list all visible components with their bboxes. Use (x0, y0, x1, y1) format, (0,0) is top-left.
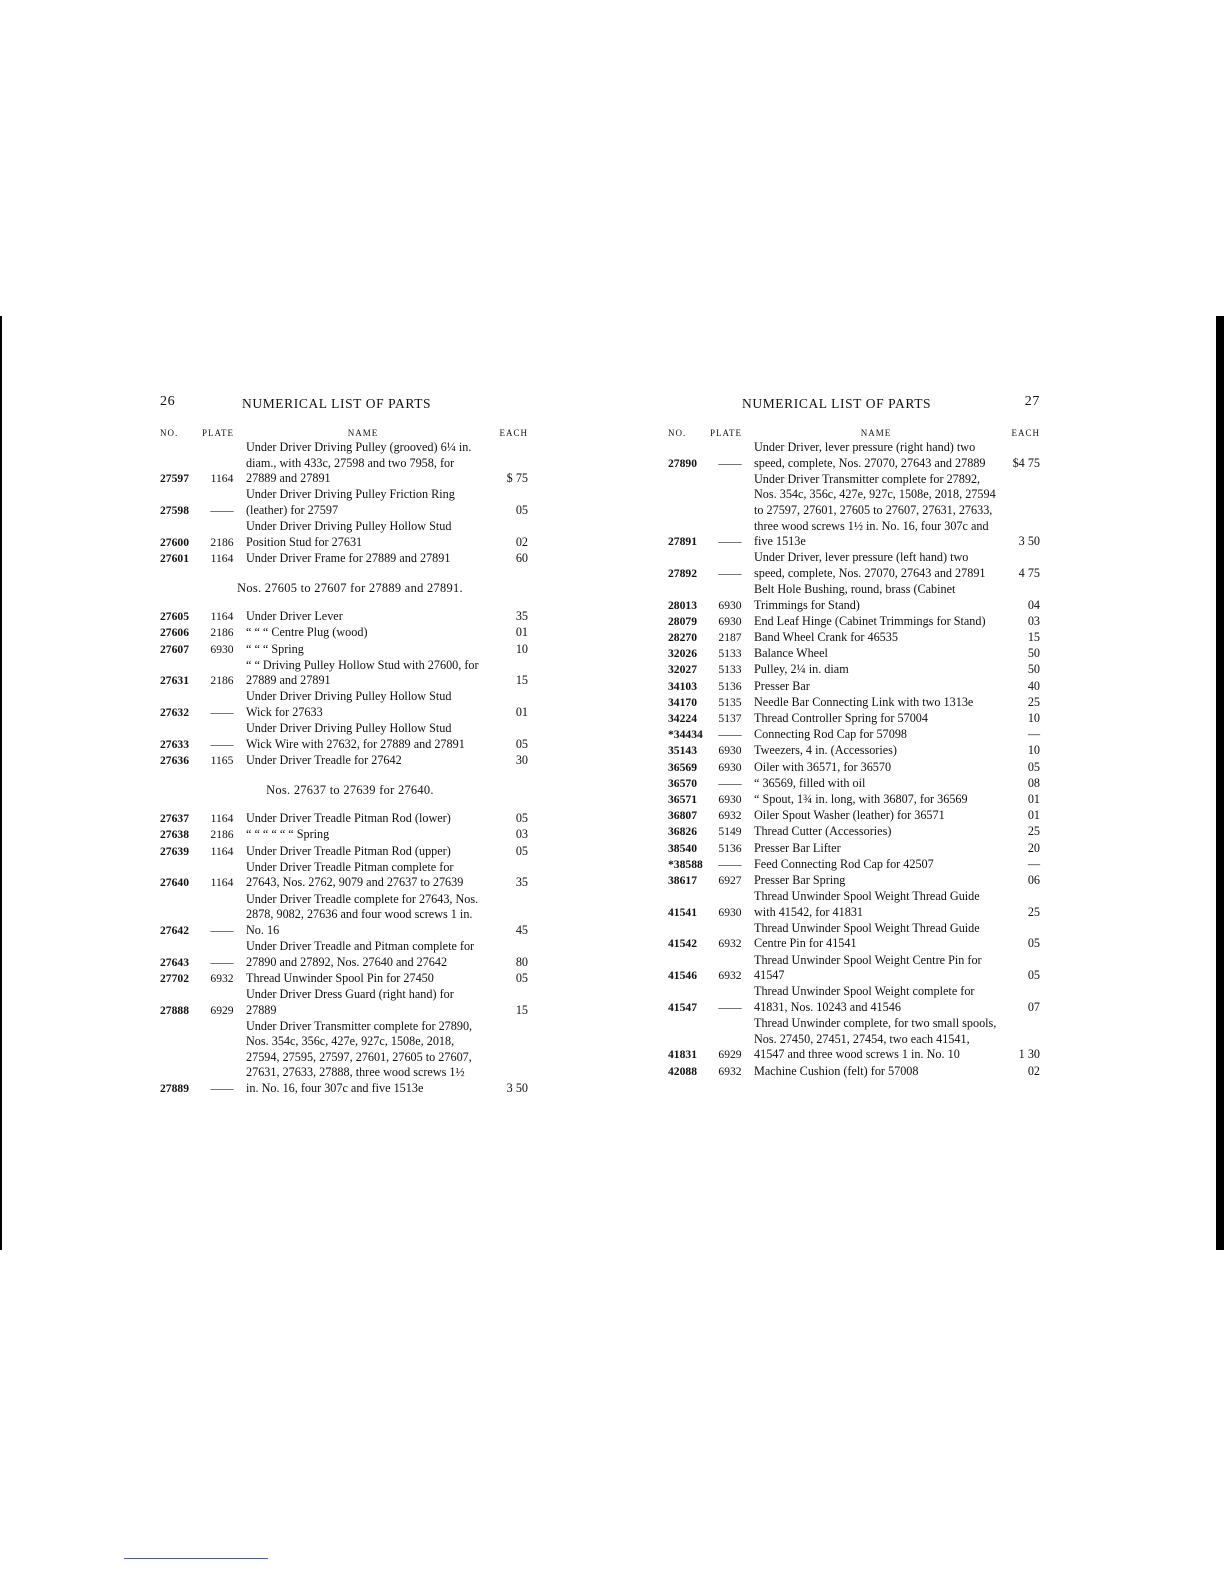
part-name: Under Driver Treadle Pitman Rod (upper) (246, 843, 451, 858)
price: 03 (515, 827, 528, 842)
price: 15 (515, 673, 528, 688)
part-number: 28270 (668, 631, 697, 645)
part-row (160, 487, 540, 518)
part-number: 27633 (160, 737, 189, 751)
part-row (160, 753, 540, 769)
part-name: Under Driver Driving Pulley Hollow Stud Position Stud for 27631 (246, 519, 452, 549)
part-name: Under Driver Treadle Pitman complete for 27643, Nos. 2762, 9079 and 27637 to 27639 (246, 859, 464, 890)
part-name: Belt Hole Bushing, round, brass (Cabinet Trimmings for Stand) (754, 582, 956, 612)
part-number: 27892 (668, 566, 697, 580)
part-row (668, 472, 1040, 550)
price: 1 30 (1018, 1047, 1040, 1062)
part-name: Oiler with 36571, for 36570 (754, 759, 892, 774)
plate-number: —— (718, 857, 742, 871)
scan-edge-left (0, 316, 2, 1250)
price: 25 (1027, 694, 1040, 709)
part-name: “ “ “ “ “ “ Spring (246, 827, 330, 842)
header-each: EACH (1011, 428, 1040, 438)
price: 10 (1027, 711, 1040, 726)
part-number: 36570 (668, 776, 697, 790)
page-header (668, 390, 1040, 426)
part-row (668, 646, 1040, 662)
part-row (160, 551, 540, 567)
part-row (160, 892, 540, 939)
part-row (160, 625, 540, 641)
price: 05 (515, 843, 528, 858)
price: 03 (1027, 613, 1040, 628)
plate-number: 2186 (210, 828, 234, 842)
part-row (160, 811, 540, 827)
plate-number: 5135 (718, 695, 742, 709)
price: 05 (1027, 759, 1040, 774)
part-row (668, 1016, 1040, 1063)
part-number: 27891 (668, 535, 697, 549)
part-number: 32026 (668, 647, 697, 661)
part-row (668, 824, 1040, 840)
plate-number: 6932 (718, 1064, 742, 1078)
part-name: Under Driver Driving Pulley (grooved) 6¼ in. diam., with 433c, 27598 and two 7958, for 27889 and 27891 (246, 440, 472, 486)
part-row (668, 776, 1040, 792)
part-number: 27606 (160, 626, 189, 640)
part-number: 27640 (160, 876, 189, 890)
plate-number: 2186 (210, 535, 234, 549)
part-row (160, 827, 540, 843)
part-name: Under Driver Transmitter complete for 27892, Nos. 354c, 356c, 427e, 927c, 1508e, 2018, 27594 to 27597, 27601, 27605 to 27607, 27631, 27633, three wood screws 1½ in. No. 16, four 307c and five 1513e (754, 471, 996, 549)
part-row (160, 1019, 540, 1097)
price: $ 75 (506, 471, 528, 486)
price: 10 (515, 641, 528, 656)
price: 10 (1027, 743, 1040, 758)
part-name: Feed Connecting Rod Cap for 42507 (754, 856, 934, 871)
price: 01 (1027, 808, 1040, 823)
part-number: 42088 (668, 1064, 697, 1078)
part-number: 28013 (668, 598, 697, 612)
plate-number: 1164 (210, 610, 234, 624)
part-name: Thread Controller Spring for 57004 (754, 711, 928, 726)
part-row (668, 662, 1040, 678)
part-row (160, 609, 540, 625)
part-row (668, 953, 1040, 984)
price: 02 (1027, 1063, 1040, 1078)
price: 30 (515, 753, 528, 768)
part-name: “ Spout, 1¾ in. long, with 36807, for 36569 (754, 791, 968, 806)
price: 01 (515, 625, 528, 640)
price: 01 (1027, 791, 1040, 806)
plate-number: 6930 (718, 598, 742, 612)
part-name: Thread Unwinder Spool Weight Thread Guide with 41542, for 41831 (754, 889, 980, 919)
price: 01 (515, 705, 528, 720)
part-row (160, 939, 540, 970)
plate-number: 5133 (718, 663, 742, 677)
plate-number: 5136 (718, 679, 742, 693)
plate-number: 1164 (210, 812, 234, 826)
price: 60 (515, 550, 528, 565)
page-left (160, 390, 540, 1097)
section-heading: Nos. 27605 to 27607 for 27889 and 27891. (237, 580, 463, 595)
part-row (160, 860, 540, 891)
price: 50 (1027, 646, 1040, 661)
part-name: Tweezers, 4 in. (Accessories) (754, 743, 897, 758)
part-number: 34170 (668, 695, 697, 709)
header-name: NAME (860, 428, 892, 438)
part-row (160, 987, 540, 1018)
part-name: Thread Cutter (Accessories) (754, 824, 892, 839)
header-name: NAME (347, 428, 379, 438)
part-name: Thread Unwinder Spool Weight complete for 41831, Nos. 10243 and 41546 (754, 984, 975, 1015)
part-number: 27607 (160, 642, 189, 656)
plate-number: 2186 (210, 626, 234, 640)
part-number: 27642 (160, 923, 189, 937)
parts-list (160, 440, 540, 1097)
part-number: 41831 (668, 1048, 697, 1062)
part-number: 27598 (160, 503, 189, 517)
part-name: Presser Bar (754, 678, 810, 693)
column-headers (160, 426, 540, 440)
part-name: Pulley, 2¼ in. diam (754, 662, 849, 677)
plate-number: 6932 (718, 969, 742, 983)
page-right (668, 390, 1040, 1080)
part-row (160, 721, 540, 752)
page-title: NUMERICAL LIST OF PARTS (242, 396, 432, 411)
part-number: 41547 (668, 1001, 697, 1015)
part-number: 41546 (668, 969, 697, 983)
part-number: 27631 (160, 674, 189, 688)
part-row (668, 614, 1040, 630)
part-row (668, 440, 1040, 471)
page-header (160, 390, 540, 426)
part-name: Under Driver Driving Pulley Hollow Stud Wick for 27633 (246, 689, 452, 720)
price: 25 (1027, 824, 1040, 839)
plate-number: 6930 (718, 792, 742, 806)
part-row (160, 440, 540, 487)
plate-number: —— (718, 456, 742, 470)
price: 15 (1027, 630, 1040, 645)
plate-number: —— (210, 955, 234, 969)
price: 05 (1027, 936, 1040, 951)
part-name: Thread Unwinder Spool Weight Thread Guide Centre Pin for 41541 (754, 920, 980, 951)
plate-number: 5149 (718, 825, 742, 839)
price: 05 (515, 811, 528, 826)
part-row (160, 519, 540, 550)
plate-number: —— (210, 706, 234, 720)
part-name: Under Driver Driving Pulley Hollow Stud Wick Wire with 27632, for 27889 and 27891 (246, 721, 465, 751)
part-number: 28079 (668, 614, 697, 628)
part-row (668, 727, 1040, 743)
plate-number: 1164 (210, 844, 234, 858)
part-name: Presser Bar Lifter (754, 840, 841, 855)
part-number: 34224 (668, 712, 697, 726)
part-number: 27637 (160, 812, 189, 826)
price: 05 (515, 970, 528, 985)
page-number: 26 (160, 394, 176, 409)
plate-number: —— (718, 776, 742, 790)
part-row (668, 760, 1040, 776)
part-name: Balance Wheel (754, 646, 828, 661)
plate-number: 6930 (718, 614, 742, 628)
part-row (668, 630, 1040, 646)
price: 08 (1027, 775, 1040, 790)
plate-number: 6930 (718, 760, 742, 774)
part-name: Under Driver Treadle and Pitman complete for 27890 and 27892, Nos. 27640 and 27642 (246, 938, 475, 969)
price: 05 (1027, 968, 1040, 983)
part-number: 36569 (668, 760, 697, 774)
part-row (160, 642, 540, 658)
plate-number: 5133 (718, 647, 742, 661)
page-number: 27 (1024, 394, 1040, 409)
part-name: Under Driver Transmitter complete for 27890, Nos. 354c, 356c, 427e, 927c, 1508e, 2018, 27594, 27595, 27597, 27601, 27605 to 27607, 27631, 27633, 27888, three wood screws 1½ in. No. 16, four 307c and five 1513e (246, 1018, 473, 1096)
part-number: 41542 (668, 937, 697, 951)
price: 35 (515, 609, 528, 624)
plate-number: 6930 (210, 642, 234, 656)
header-each: EACH (499, 428, 528, 438)
header-plate: PLATE (710, 428, 742, 438)
part-row (668, 582, 1040, 613)
plate-number: —— (210, 1082, 234, 1096)
plate-number: —— (718, 535, 742, 549)
plate-number: 6932 (718, 937, 742, 951)
price: 50 (1027, 662, 1040, 677)
plate-number: —— (718, 728, 742, 742)
part-row (668, 857, 1040, 873)
part-name: Needle Bar Connecting Link with two 1313e (754, 694, 974, 709)
part-row (668, 889, 1040, 920)
price: 07 (1027, 1000, 1040, 1015)
price: 45 (515, 922, 528, 937)
part-name: “ “ “ Centre Plug (wood) (246, 625, 368, 640)
price: — (1027, 856, 1040, 871)
plate-number: —— (210, 923, 234, 937)
part-name: Under Driver Treadle for 27642 (246, 753, 402, 768)
part-number: 36826 (668, 825, 697, 839)
part-name: Under Driver Treadle complete for 27643, Nos. 2878, 9082, 27636 and four wood screws 1 in. No. 16 (246, 891, 479, 937)
part-name: Under Driver, lever pressure (left hand) two speed, complete, Nos. 27070, 27643 and 27891 (754, 550, 986, 580)
part-number: 38617 (668, 873, 697, 887)
part-number: 27643 (160, 955, 189, 969)
part-name: End Leaf Hinge (Cabinet Trimmings for Stand) (754, 613, 986, 628)
plate-number: 2186 (210, 674, 234, 688)
part-name: Under Driver Dress Guard (right hand) for 27889 (246, 986, 454, 1017)
scan-edge-right (1216, 316, 1224, 1250)
price: 04 (1027, 597, 1040, 612)
plate-number: 5137 (718, 712, 742, 726)
plate-number: 6932 (210, 971, 234, 985)
part-row (668, 679, 1040, 695)
part-number: 27639 (160, 844, 189, 858)
part-number: 27600 (160, 535, 189, 549)
price: 80 (515, 954, 528, 969)
part-row (668, 743, 1040, 759)
price: 06 (1027, 872, 1040, 887)
price: 05 (515, 502, 528, 517)
plate-number: 1165 (210, 754, 234, 768)
part-number: 27638 (160, 828, 189, 842)
scan-bottom-line (124, 1558, 268, 1559)
price: — (1027, 727, 1040, 742)
part-number: 27888 (160, 1003, 189, 1017)
part-name: Under Driver Treadle Pitman Rod (lower) (246, 811, 451, 826)
part-row (668, 711, 1040, 727)
part-number: 34103 (668, 679, 697, 693)
part-number: 32027 (668, 663, 697, 677)
part-number: 36571 (668, 792, 697, 806)
part-name: Under Driver Lever (246, 609, 343, 624)
part-number: *34434 (668, 728, 703, 742)
plate-number: 1164 (210, 472, 234, 486)
plate-number: 6929 (210, 1003, 234, 1017)
plate-number: 6927 (718, 873, 742, 887)
price: $4 75 (1012, 455, 1040, 470)
price: 40 (1027, 678, 1040, 693)
plate-number: —— (210, 737, 234, 751)
part-name: Connecting Rod Cap for 57098 (754, 727, 908, 742)
part-number: 27601 (160, 551, 189, 565)
plate-number: 5136 (718, 841, 742, 855)
price: 02 (515, 534, 528, 549)
plate-number: 6932 (718, 809, 742, 823)
part-number: 35143 (668, 744, 697, 758)
plate-number: 2187 (718, 631, 742, 645)
page-title: NUMERICAL LIST OF PARTS (742, 396, 932, 411)
column-headers (668, 426, 1040, 440)
part-number: 36807 (668, 809, 697, 823)
part-row (668, 695, 1040, 711)
part-row (668, 841, 1040, 857)
part-number: 27605 (160, 610, 189, 624)
part-row (668, 1064, 1040, 1080)
plate-number: 6930 (718, 905, 742, 919)
part-row (668, 550, 1040, 581)
price: 3 50 (506, 1081, 528, 1096)
part-number: 27636 (160, 754, 189, 768)
part-name: Under Driver Driving Pulley Friction Ring (leather) for 27597 (246, 487, 455, 517)
part-row (160, 689, 540, 720)
part-name: Thread Unwinder Spool Weight Centre Pin for 41547 (754, 952, 982, 983)
price: 35 (515, 875, 528, 890)
header-plate: PLATE (202, 428, 234, 438)
part-name: Thread Unwinder complete, for two small spools, Nos. 27450, 27451, 27454, two each 41541, 41547 and three wood screws 1 in. No. 10 (754, 1016, 997, 1062)
plate-number: 1164 (210, 876, 234, 890)
section-heading: Nos. 27637 to 27639 for 27640. (266, 782, 434, 797)
header-no: NO. (160, 428, 179, 438)
part-row (160, 844, 540, 860)
plate-number: 6930 (718, 744, 742, 758)
price: 4 75 (1018, 565, 1040, 580)
part-number: 27889 (160, 1082, 189, 1096)
header-no: NO. (668, 428, 687, 438)
price: 15 (515, 1002, 528, 1017)
part-name: “ “ Driving Pulley Hollow Stud with 27600, for 27889 and 27891 (246, 657, 479, 688)
part-name: Oiler Spout Washer (leather) for 36571 (754, 808, 945, 823)
plate-number: —— (718, 1001, 742, 1015)
part-number: 41541 (668, 905, 697, 919)
part-name: Band Wheel Crank for 46535 (754, 630, 898, 645)
price: 25 (1027, 904, 1040, 919)
part-number: 27890 (668, 456, 697, 470)
price: 05 (515, 736, 528, 751)
part-name: “ “ “ Spring (246, 641, 304, 656)
plate-number: —— (210, 503, 234, 517)
part-name: Presser Bar Spring (754, 872, 846, 887)
part-name: Under Driver Frame for 27889 and 27891 (246, 550, 451, 565)
part-name: Machine Cushion (felt) for 57008 (754, 1063, 919, 1078)
part-name: Thread Unwinder Spool Pin for 27450 (246, 970, 434, 985)
plate-number: 6929 (718, 1048, 742, 1062)
part-row (160, 658, 540, 689)
part-number: 27597 (160, 472, 189, 486)
part-name: Under Driver, lever pressure (right hand) two speed, complete, Nos. 27070, 27643 and 27889 (754, 440, 986, 470)
plate-number: 1164 (210, 551, 234, 565)
part-row (668, 808, 1040, 824)
plate-number: —— (718, 566, 742, 580)
part-row (160, 971, 540, 987)
part-number: 27702 (160, 971, 189, 985)
part-row (668, 984, 1040, 1015)
part-number: *38588 (668, 857, 703, 871)
part-number: 38540 (668, 841, 697, 855)
part-row (668, 921, 1040, 952)
part-row (668, 873, 1040, 889)
part-name: “ 36569, filled with oil (754, 775, 866, 790)
price: 3 50 (1018, 534, 1040, 549)
part-number: 27632 (160, 706, 189, 720)
parts-list (668, 440, 1040, 1079)
price: 20 (1027, 840, 1040, 855)
part-row (668, 792, 1040, 808)
